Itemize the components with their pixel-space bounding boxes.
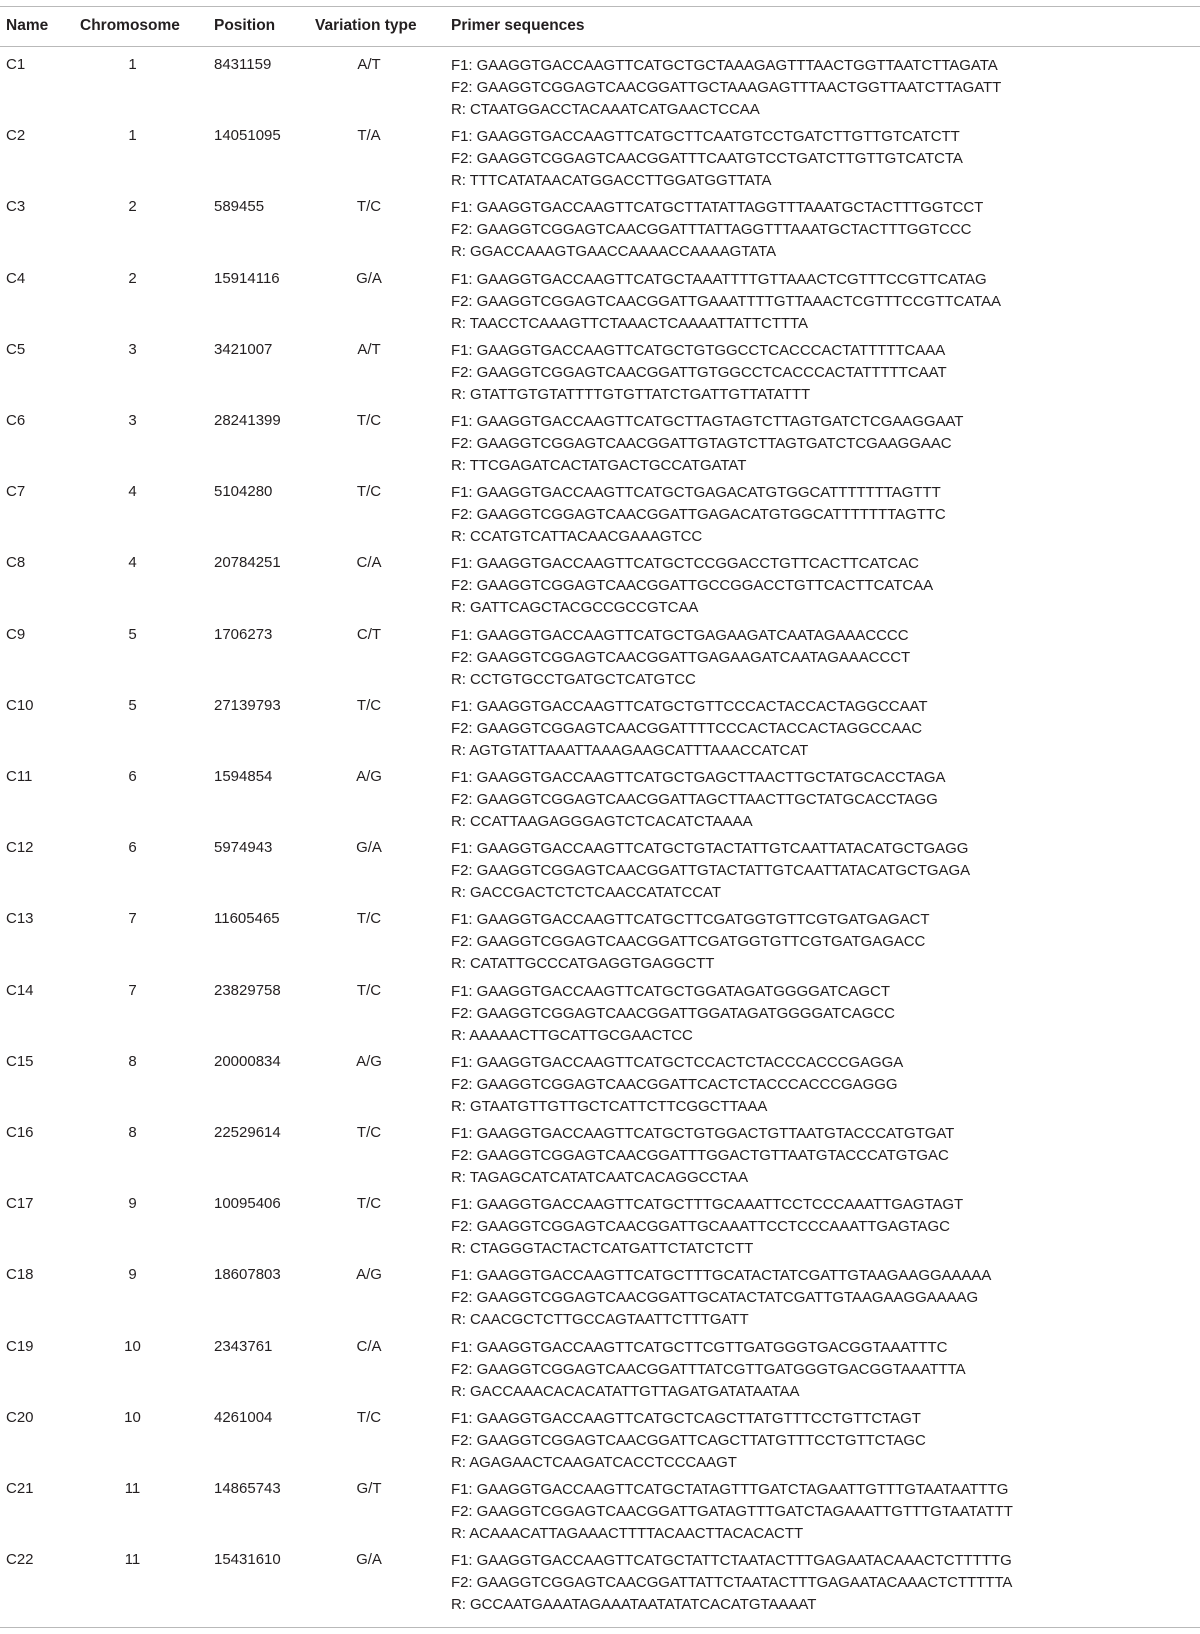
- primer-f2: F2: GAAGGTCGGAGTCAACGGATTGCCGGACCTGTTCACTTCATCAA: [451, 577, 934, 595]
- row-position: 5104280: [214, 483, 273, 501]
- primer-r: R: GCCAATGAAATAGAAATAATATATCACATGTAAAAT: [451, 1596, 817, 1614]
- row-position: 5974943: [214, 839, 273, 857]
- primer-f1: F1: GAAGGTGACCAAGTTCATGCTTTGCATACTATCGATTGTAAGAAGGAAAAA: [451, 1267, 992, 1285]
- row-primer-sequences: [451, 197, 983, 263]
- row-name: C6: [6, 412, 26, 429]
- row-chromosome: 5: [128, 696, 137, 714]
- row-primer-sequences: [451, 553, 933, 619]
- row-variation-type: C/A: [356, 1337, 382, 1355]
- row-chromosome: 6: [128, 839, 137, 857]
- row-position: 1594854: [214, 768, 273, 785]
- primer-r: R: ACAAACATTAGAAACTTTTACAACTTACACACTT: [451, 1525, 804, 1542]
- row-name: C20: [6, 1408, 34, 1426]
- row-primer-sequences: [451, 1194, 963, 1260]
- primer-r: R: GACCAAACACACATATTGTTAGATGATATAATAA: [451, 1382, 800, 1400]
- row-position: 3421007: [214, 340, 273, 358]
- primer-f1: F1: GAAGGTGACCAAGTTCATGCTAAATTTTGTTAAACTCGTTTCCGTTCATAG: [451, 270, 987, 288]
- row-primer-sequences: [451, 1479, 1013, 1545]
- primer-r: R: GTATTGTGTATTTTGTGTTATCTGATTGTTATATTT: [451, 385, 811, 403]
- row-variation-type: T/C: [356, 981, 382, 999]
- row-variation-type: T/C: [356, 1195, 382, 1213]
- primer-f2: F2: GAAGGTCGGAGTCAACGGATTCGATGGTGTTCGTGATGAGACC: [451, 933, 926, 951]
- row-primer-sequences: [451, 981, 895, 1047]
- primer-r: R: GGACCAAAGTGAACCAAAACCAAAAGTATA: [451, 243, 777, 261]
- row-chromosome: 11: [124, 1480, 141, 1497]
- row-variation-type: G/A: [356, 269, 382, 287]
- row-chromosome: 10: [124, 1408, 141, 1426]
- primer-f1: F1: GAAGGTGACCAAGTTCATGCTGCTAAAGAGTTTAACTGGTTAATCTTAGATA: [451, 57, 998, 74]
- primer-f2: F2: GAAGGTCGGAGTCAACGGATTGTAGTCTTAGTGATCTCGAAGGAAC: [451, 435, 952, 452]
- row-chromosome: 2: [128, 269, 137, 287]
- primer-f1: F1: GAAGGTGACCAAGTTCATGCTGTGGCCTCACCCACTATTTTTCAAA: [451, 341, 946, 359]
- primer-f1: F1: GAAGGTGACCAAGTTCATGCTGAGCTTAACTTGCTATGCACCTAGA: [451, 769, 946, 786]
- primer-r: R: CTAGGGTACTACTCATGATTCTATCTCTT: [451, 1240, 754, 1258]
- primer-f1: F1: GAAGGTGACCAAGTTCATGCTTAGTAGTCTTAGTGATCTCGAAGGAAT: [451, 413, 964, 430]
- row-primer-sequences: [451, 909, 929, 975]
- row-primer-sequences: [451, 411, 963, 477]
- row-chromosome: 4: [128, 483, 137, 501]
- row-position: 1706273: [214, 625, 273, 643]
- row-chromosome: 5: [128, 625, 137, 643]
- row-position: 14051095: [214, 127, 281, 145]
- header-variation-type: Variation type: [315, 17, 417, 34]
- primer-f1: F1: GAAGGTGACCAAGTTCATGCTCCGGACCTGTTCACTTCATCAC: [451, 555, 919, 573]
- primer-f1: F1: GAAGGTGACCAAGTTCATGCTTATATTAGGTTTAAATGCTACTTTGGTCCT: [451, 199, 984, 217]
- row-variation-type: T/C: [356, 483, 382, 501]
- row-primer-sequences: [451, 625, 910, 691]
- row-primer-sequences: [451, 126, 963, 192]
- header-primer-sequences: Primer sequences: [451, 17, 585, 34]
- primer-f1: F1: GAAGGTGACCAAGTTCATGCTTCGATGGTGTTCGTGATGAGACT: [451, 911, 930, 929]
- primer-f1: F1: GAAGGTGACCAAGTTCATGCTATTCTAATACTTTGAGAATACAAACTCTTTTTG: [451, 1552, 1012, 1570]
- row-name: C16: [6, 1124, 34, 1141]
- row-primer-sequences: [451, 1052, 903, 1118]
- row-chromosome: 2: [128, 198, 137, 216]
- row-chromosome: 10: [124, 1337, 141, 1355]
- row-primer-sequences: [451, 269, 1001, 335]
- primer-f2: F2: GAAGGTCGGAGTCAACGGATTGAAATTTTGTTAAACTCGTTTCCGTTCATAA: [451, 292, 1001, 310]
- row-name: C17: [6, 1195, 34, 1213]
- row-primer-sequences: [451, 1337, 966, 1403]
- primer-r: R: AGTGTATTAAATTAAAGAAGCATTTAAACCATCAT: [451, 741, 809, 759]
- row-name: C11: [6, 768, 33, 785]
- row-chromosome: 11: [124, 1551, 141, 1569]
- primer-f2: F2: GAAGGTCGGAGTCAACGGATTGTGGCCTCACCCACTATTTTTCAAT: [451, 363, 947, 381]
- row-variation-type: A/G: [356, 1266, 382, 1284]
- primer-f2: F2: GAAGGTCGGAGTCAACGGATTGAGAAGATCAATAGAAACCCT: [451, 648, 911, 666]
- row-name: C4: [6, 269, 26, 287]
- primer-f1: F1: GAAGGTGACCAAGTTCATGCTATAGTTTGATCTAGAATTGTTTGTAATAATTTG: [451, 1481, 1009, 1498]
- row-name: C18: [6, 1266, 34, 1284]
- primer-f2: F2: GAAGGTCGGAGTCAACGGATTTCAATGTCCTGATCTTGTTGTCATCTA: [451, 150, 963, 168]
- row-chromosome: 3: [128, 412, 137, 429]
- primer-r: R: TTCGAGATCACTATGACTGCCATGATAT: [451, 457, 747, 474]
- row-variation-type: T/C: [356, 412, 382, 429]
- row-name: C13: [6, 910, 34, 928]
- primer-f1: F1: GAAGGTGACCAAGTTCATGCTGTGGACTGTTAATGTACCCATGTGAT: [451, 1125, 955, 1142]
- primer-r: R: CAACGCTCTTGCCAGTAATTCTTTGATT: [451, 1311, 749, 1329]
- primer-f2: F2: GAAGGTCGGAGTCAACGGATTGTACTATTGTCAATTATACATGCTGAGA: [451, 862, 971, 880]
- primer-r: R: TAACCTCAAAGTTCTAAACTCAAAATTATTCTTTA: [451, 314, 808, 332]
- primer-f2: F2: GAAGGTCGGAGTCAACGGATTCACTCTACCCACCCGAGGG: [451, 1075, 898, 1093]
- primer-f2: F2: GAAGGTCGGAGTCAACGGATTATTCTAATACTTTGAGAATACAAACTCTTTTTA: [451, 1574, 1013, 1592]
- row-variation-type: C/T: [356, 625, 382, 643]
- row-primer-sequences: [451, 1550, 1012, 1616]
- primer-r: R: TAGAGCATCATATCAATCACAGGCCTAA: [451, 1169, 749, 1186]
- row-variation-type: G/A: [356, 839, 382, 857]
- primer-f1: F1: GAAGGTGACCAAGTTCATGCTGTTCCCACTACCACTAGGCCAAT: [451, 697, 928, 715]
- primer-f2: F2: GAAGGTCGGAGTCAACGGATTTGGACTGTTAATGTACCCATGTGAC: [451, 1147, 949, 1164]
- row-chromosome: 1: [128, 56, 137, 73]
- row-name: C21: [6, 1480, 34, 1497]
- primer-r: R: TTTCATATAACATGGACCTTGGATGGTTATA: [451, 172, 772, 190]
- primer-f2: F2: GAAGGTCGGAGTCAACGGATTCAGCTTATGTTTCCTGTTCTAGC: [451, 1431, 926, 1449]
- primer-r: R: CTAATGGACCTACAAATCATGAACTCCAA: [451, 101, 760, 118]
- header-name: Name: [6, 17, 49, 34]
- row-variation-type: C/A: [356, 554, 382, 572]
- row-position: 28241399: [214, 412, 281, 429]
- row-variation-type: T/C: [356, 1124, 382, 1141]
- row-chromosome: 6: [128, 768, 137, 785]
- primer-r: R: CCATTAAGAGGGAGTCTCACATCTAAAA: [451, 813, 753, 830]
- row-position: 20784251: [214, 554, 281, 572]
- primer-f1: F1: GAAGGTGACCAAGTTCATGCTGAGACATGTGGCATTTTTTTAGTTT: [451, 484, 941, 502]
- row-primer-sequences: [451, 696, 928, 762]
- row-position: 10095406: [214, 1195, 281, 1213]
- row-variation-type: A/T: [357, 340, 381, 358]
- row-chromosome: 3: [128, 340, 137, 358]
- row-primer-sequences: [451, 1123, 954, 1189]
- primer-f1: F1: GAAGGTGACCAAGTTCATGCTTCAATGTCCTGATCTTGTTGTCATCTT: [451, 128, 960, 146]
- row-chromosome: 7: [128, 910, 137, 928]
- row-name: C7: [6, 483, 26, 501]
- row-name: C19: [6, 1337, 34, 1355]
- row-name: C3: [6, 198, 26, 216]
- row-primer-sequences: [451, 482, 946, 548]
- row-chromosome: 9: [128, 1195, 137, 1213]
- primer-r: R: GTAATGTTGTTGCTCATTCTTCGGCTTAAA: [451, 1097, 768, 1115]
- primer-f2: F2: GAAGGTCGGAGTCAACGGATTTATTAGGTTTAAATGCTACTTTGGTCCC: [451, 221, 972, 239]
- row-name: C14: [6, 981, 34, 999]
- primer-f1: F1: GAAGGTGACCAAGTTCATGCTTCGTTGATGGGTGACGGTAAATTTC: [451, 1338, 948, 1356]
- primer-f2: F2: GAAGGTCGGAGTCAACGGATTGCTAAAGAGTTTAACTGGTTAATCTTAGATT: [451, 79, 1002, 96]
- header-chromosome: Chromosome: [80, 17, 180, 34]
- row-primer-sequences: [451, 1408, 926, 1474]
- row-name: C10: [6, 696, 34, 714]
- row-variation-type: T/C: [356, 696, 382, 714]
- primer-f1: F1: GAAGGTGACCAAGTTCATGCTCCACTCTACCCACCCGAGGA: [451, 1053, 904, 1071]
- row-position: 22529614: [214, 1124, 281, 1141]
- row-position: 15914116: [214, 269, 280, 287]
- primer-f1: F1: GAAGGTGACCAAGTTCATGCTGGATAGATGGGGATCAGCT: [451, 982, 890, 1000]
- row-chromosome: 8: [128, 1052, 137, 1070]
- row-name: C2: [6, 127, 26, 145]
- primer-r: R: CATATTGCCCATGAGGTGAGGCTT: [451, 955, 715, 973]
- row-name: C5: [6, 340, 26, 358]
- row-position: 20000834: [214, 1052, 281, 1070]
- row-name: C1: [6, 56, 26, 73]
- row-name: C15: [6, 1052, 34, 1070]
- row-chromosome: 4: [128, 554, 137, 572]
- row-primer-sequences: [451, 1265, 991, 1331]
- row-variation-type: G/A: [356, 1551, 382, 1569]
- row-position: 2343761: [214, 1337, 273, 1355]
- row-position: 11605465: [214, 910, 280, 928]
- row-primer-sequences: [451, 838, 970, 904]
- row-name: C9: [6, 625, 26, 643]
- primer-f1: F1: GAAGGTGACCAAGTTCATGCTCAGCTTATGTTTCCTGTTCTAGT: [451, 1409, 921, 1427]
- bottom-rule: [0, 1627, 1200, 1628]
- row-position: 27139793: [214, 696, 281, 714]
- row-variation-type: T/C: [356, 1408, 382, 1426]
- row-chromosome: 1: [128, 127, 137, 145]
- row-variation-type: A/G: [356, 768, 382, 785]
- row-position: 15431610: [214, 1551, 281, 1569]
- row-variation-type: T/C: [356, 910, 382, 928]
- primer-f2: F2: GAAGGTCGGAGTCAACGGATTTTCCCACTACCACTAGGCCAAC: [451, 719, 923, 737]
- header-rule: [0, 46, 1200, 47]
- primer-r: R: GACCGACTCTCTCAACCATATCCAT: [451, 884, 721, 902]
- row-variation-type: A/T: [357, 56, 381, 73]
- row-primer-sequences: [451, 55, 1001, 121]
- primer-f1: F1: GAAGGTGACCAAGTTCATGCTGAGAAGATCAATAGAAACCCC: [451, 626, 909, 644]
- primer-r: R: CCATGTCATTACAACGAAAGTCC: [451, 528, 703, 546]
- row-position: 23829758: [214, 981, 281, 999]
- row-position: 8431159: [214, 56, 272, 73]
- row-variation-type: T/A: [357, 127, 381, 145]
- primer-f2: F2: GAAGGTCGGAGTCAACGGATTGATAGTTTGATCTAGAAATTGTTTGTAATATTT: [451, 1503, 1013, 1520]
- row-primer-sequences: [451, 340, 947, 406]
- header-position: Position: [214, 17, 276, 34]
- primer-f2: F2: GAAGGTCGGAGTCAACGGATTTATCGTTGATGGGTGACGGTAAATTTA: [451, 1360, 966, 1378]
- primer-f2: F2: GAAGGTCGGAGTCAACGGATTGCATACTATCGATTGTAAGAAGGAAAAG: [451, 1289, 979, 1307]
- primer-f2: F2: GAAGGTCGGAGTCAACGGATTAGCTTAACTTGCTATGCACCTAGG: [451, 791, 938, 808]
- primer-f1: F1: GAAGGTGACCAAGTTCATGCTGTACTATTGTCAATTATACATGCTGAGG: [451, 840, 969, 858]
- row-name: C12: [6, 839, 34, 857]
- primer-f2: F2: GAAGGTCGGAGTCAACGGATTGAGACATGTGGCATTTTTTTAGTTC: [451, 506, 946, 524]
- primer-r: R: CCTGTGCCTGATGCTCATGTCC: [451, 670, 696, 688]
- row-name: C8: [6, 554, 26, 572]
- primer-r: R: GATTCAGCTACGCCGCCGTCAA: [451, 599, 699, 617]
- row-chromosome: 8: [128, 1124, 137, 1141]
- row-name: C22: [6, 1551, 34, 1569]
- row-chromosome: 9: [128, 1266, 137, 1284]
- row-variation-type: T/C: [356, 198, 382, 216]
- primer-f2: F2: GAAGGTCGGAGTCAACGGATTGGATAGATGGGGATCAGCC: [451, 1004, 895, 1022]
- primer-f1: F1: GAAGGTGACCAAGTTCATGCTTTGCAAATTCCTCCCAAATTGAGTAGT: [451, 1196, 964, 1214]
- row-chromosome: 7: [128, 981, 137, 999]
- row-position: 14865743: [214, 1480, 281, 1497]
- top-rule: [0, 6, 1200, 7]
- row-variation-type: G/T: [356, 1480, 382, 1497]
- primer-r: R: AGAGAACTCAAGATCACCTCCCAAGT: [451, 1453, 737, 1471]
- row-position: 18607803: [214, 1266, 281, 1284]
- row-position: 4261004: [214, 1408, 273, 1426]
- row-primer-sequences: [451, 767, 945, 833]
- primer-f2: F2: GAAGGTCGGAGTCAACGGATTGCAAATTCCTCCCAAATTGAGTAGC: [451, 1218, 950, 1236]
- row-position: 589455: [214, 198, 265, 216]
- row-variation-type: A/G: [356, 1052, 382, 1070]
- primer-r: R: AAAAACTTGCATTGCGAACTCC: [451, 1026, 693, 1044]
